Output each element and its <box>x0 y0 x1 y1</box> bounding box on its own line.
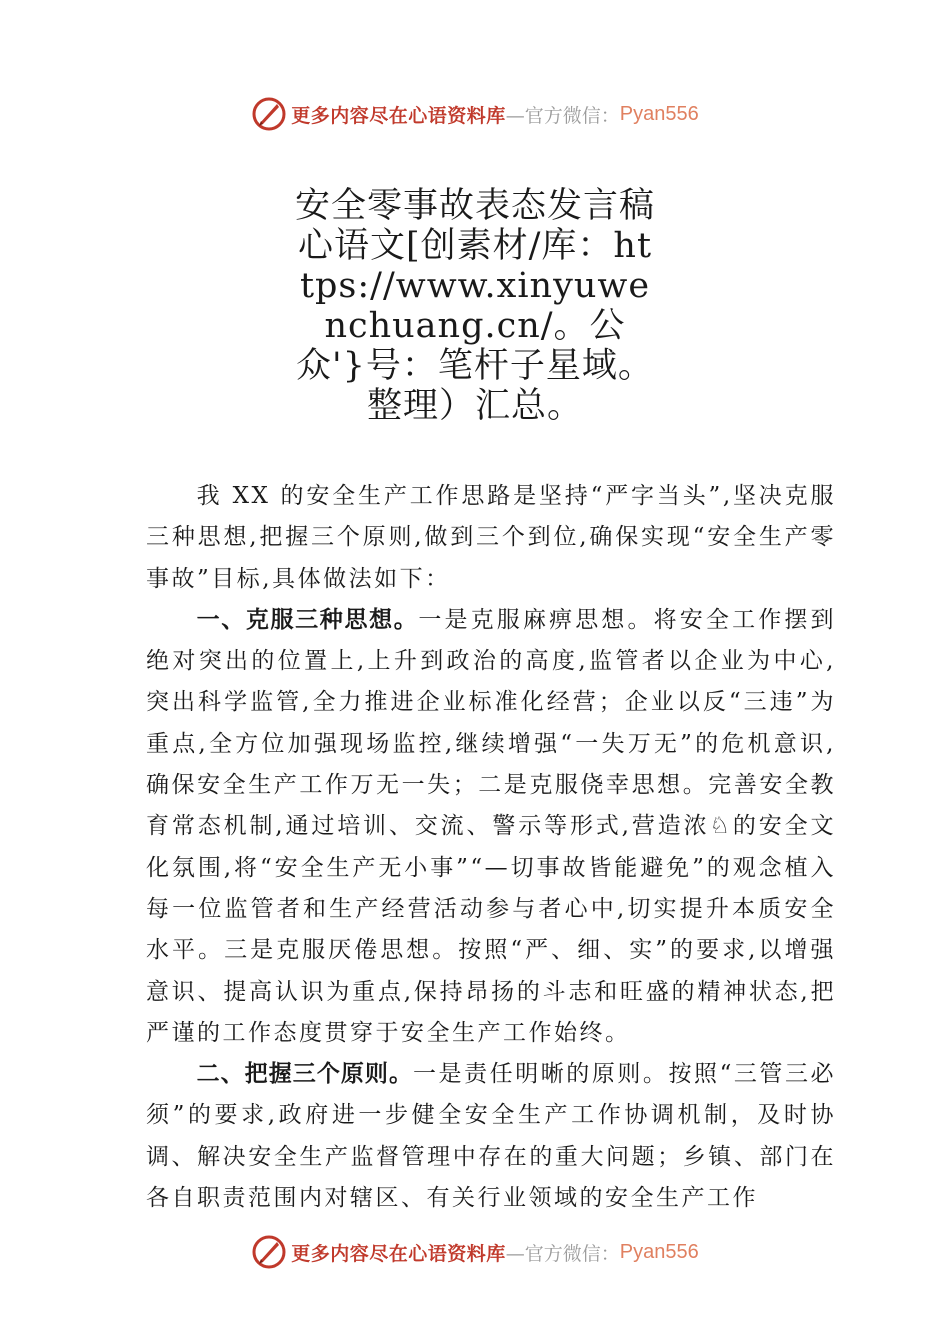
section-2-heading: 二、把握三个原则。 <box>196 1061 414 1088</box>
banner-wechat-label: —官方微信： <box>505 104 620 127</box>
intro-paragraph: 我 XX 的安全生产工作思路是坚持“严字当头”,坚决克服三种思想,把握三个原则,做到三个到位,确保实现“安全生产零事故”目标,具体做法如下： <box>146 483 836 592</box>
title-main: 安全零事故表态发言稿 <box>295 186 656 226</box>
header-banner <box>0 94 950 134</box>
section-1-text: 一是克服麻痹思想。将安全工作摆到绝对突出的位置上,上升到政治的高度,监管者以企业为中心,突出科学监管,全力推进企业标准化经营；企业以反“三违”为重点,全方位加强现场监控,继续增强“一失万无”的危机意识,确保安全生产工作万无一失；二是克服侥幸思想。完善安全教育常态机制,通过培训、交流、警示等形式,营造浓♘的安全文化氛围,将“安全生产无小事”“—切事故皆能避免”的观念植入每一位监管者和生产经营活动参与者心中,切实提升本质安全水平。三是克服厌倦思想。按照“严、细、实”的要求,以增强意识、提高认识为重点,保持昂扬的斗志和旺盛的精神状态,把严谨的工作态度贯穿于安全生产工作始终。 <box>146 606 837 1046</box>
banner-wechat-id: Pyan556 <box>619 102 699 125</box>
banner-library-text: 更多内容尽在心语资料库 <box>291 104 506 127</box>
document-title <box>295 186 655 426</box>
footer-banner <box>0 1232 950 1272</box>
banner-wechat-label: —官方微信： <box>505 1242 620 1265</box>
banner-library-text: 更多内容尽在心语资料库 <box>291 1242 506 1265</box>
section-1-heading: 一、克服三种思想。 <box>196 606 419 633</box>
quill-logo-icon <box>251 1234 287 1270</box>
quill-logo-icon <box>251 96 287 132</box>
section-2-text: 一是责任明晰的原则。按照“三管三必须”的要求,政府进一步健全安全生产工作协调机制，及时协调、解决安全生产监督管理中存在的重大问题；乡镇、部门在各自职责范围内对辖区、有关行业领域的安全生产工作 <box>146 1061 837 1212</box>
title-source-note: 心语文[创素材/库：https://www.xinyuwenchuang.cn/。公众'}号：笔杆子星域。整理）汇总。 <box>296 226 654 426</box>
document-body <box>146 476 836 1219</box>
banner-wechat-id: Pyan556 <box>619 1240 699 1263</box>
section-2-paragraph <box>146 1054 836 1219</box>
section-1-paragraph <box>146 600 836 1054</box>
